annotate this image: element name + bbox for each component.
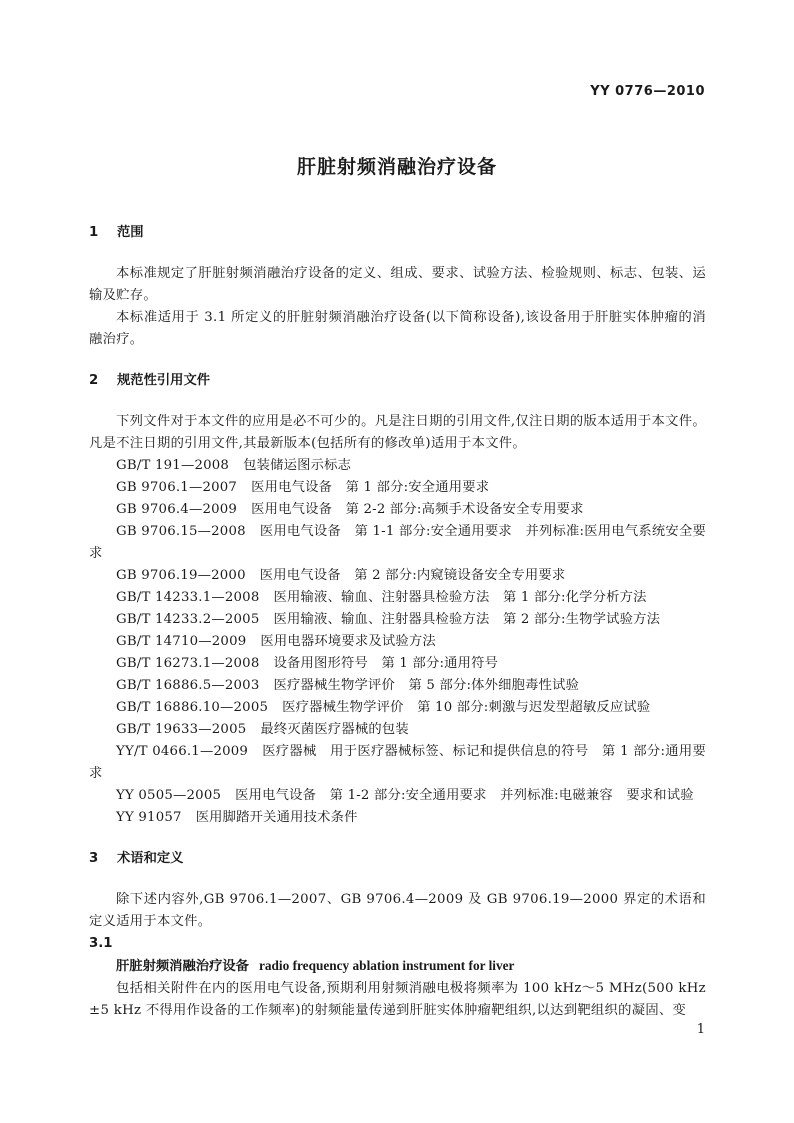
reference-title: 医用脚踏开关通用技术条件 (195, 810, 358, 825)
reference-title: 医疗器械生物学评价 第 5 部分:体外细胞毒性试验 (273, 678, 580, 693)
reference-code: YY 0505—2005 (116, 788, 222, 803)
reference-title: 医用电气设备 第 1-1 部分:安全通用要求 并列标准:医用电气系统安全要求 (89, 524, 706, 561)
reference-code: GB 9706.19—2000 (116, 568, 246, 583)
reference-item (89, 477, 706, 499)
reference-item (89, 785, 706, 807)
reference-item (89, 807, 706, 829)
reference-item (89, 565, 706, 587)
reference-item (89, 675, 706, 697)
standard-code: YY 0776—2010 (590, 84, 705, 99)
term-chinese: 肝脏射频消融治疗设备 (116, 959, 249, 974)
paragraph: 除下述内容外,GB 9706.1—2007、GB 9706.4—2009 及 GB 9706.19—2000 界定的术语和定义适用于本文件。 (89, 892, 706, 929)
section-title: 术语和定义 (117, 851, 184, 866)
reference-item (89, 455, 706, 477)
reference-title: 医疗器械 用于医疗器械标签、标记和提供信息的符号 第 1 部分:通用要求 (89, 744, 706, 781)
section-number: 3 (89, 851, 99, 866)
reference-code: GB/T 16886.5—2003 (116, 678, 260, 693)
paragraph: 本标准适用于 3.1 所定义的肝脏射频消融治疗设备(以下简称设备),该设备用于肝脏实体肿瘤的消融治疗。 (89, 310, 706, 347)
reference-title: 医用电气设备 第 2-2 部分:高频手术设备安全专用要求 (251, 502, 584, 517)
reference-title: 设备用图形符号 第 1 部分:通用符号 (273, 656, 499, 671)
paragraph: 本标准规定了肝脏射频消融治疗设备的定义、组成、要求、试验方法、检验规则、标志、包装、运输及贮存。 (89, 266, 706, 303)
reference-item (89, 587, 706, 609)
term-definition: 包括相关附件在内的医用电气设备,预期利用射频消融电极将频率为 100 kHz～5 MHz(500 kHz ±5 kHz 不得用作设备的工作频率)的射频能量传递到肝脏实体肿瘤靶组织,以达到靶组织的凝固、变 (89, 981, 706, 1018)
paragraph: 下列文件对于本文件的应用是必不可少的。凡是注日期的引用文件,仅注日期的版本适用于本文件。凡是不注日期的引用文件,其最新版本(包括所有的修改单)适用于本文件。 (89, 414, 706, 451)
reference-item (89, 609, 706, 631)
reference-item (89, 521, 706, 565)
section-number: 2 (89, 373, 99, 388)
section-title: 范围 (117, 225, 144, 240)
reference-item (89, 631, 706, 653)
reference-item (89, 653, 706, 675)
reference-code: GB/T 191—2008 (116, 458, 230, 473)
reference-code: GB/T 16886.10—2005 (116, 700, 269, 715)
clause-number: 3.1 (89, 936, 113, 951)
reference-code: GB/T 14233.2—2005 (116, 612, 260, 627)
reference-item (89, 697, 706, 719)
section-heading-scope (89, 222, 706, 244)
reference-title: 医用输液、输血、注射器具检验方法 第 1 部分:化学分析方法 (273, 590, 647, 605)
term-entry (89, 955, 706, 978)
reference-title: 最终灭菌医疗器械的包装 (260, 722, 409, 737)
reference-title: 医疗器械生物学评价 第 10 部分:刺激与迟发型超敏反应试验 (282, 700, 651, 715)
reference-item (89, 719, 706, 741)
reference-title: 医用电气设备 第 2 部分:内窥镜设备安全专用要求 (259, 568, 566, 583)
reference-title: 医用输液、输血、注射器具检验方法 第 2 部分:生物学试验方法 (273, 612, 661, 627)
reference-title: 医用电气设备 第 1 部分:安全通用要求 (251, 480, 490, 495)
reference-title: 医用电器环境要求及试验方法 (260, 634, 436, 649)
reference-code: GB 9706.1—2007 (116, 480, 238, 495)
reference-item (89, 741, 706, 785)
reference-title: 包装储运图示标志 (243, 458, 352, 473)
reference-code: GB/T 14233.1—2008 (116, 590, 260, 605)
reference-item (89, 499, 706, 521)
reference-list (89, 455, 706, 829)
term-english: radio frequency ablation instrument for liver (258, 958, 515, 973)
reference-code: GB/T 16273.1—2008 (116, 656, 260, 671)
document-body (89, 222, 706, 1022)
reference-code: YY/T 0466.1—2009 (116, 744, 249, 759)
reference-title: 医用电气设备 第 1-2 部分:安全通用要求 并列标准:电磁兼容 要求和试验 (235, 788, 694, 803)
page-number: 1 (696, 1022, 705, 1037)
section-number: 1 (89, 225, 99, 240)
section-heading-terms (89, 848, 706, 870)
reference-code: GB/T 14710—2009 (116, 634, 247, 649)
page-title: 肝脏射频消融治疗设备 (296, 156, 497, 178)
reference-code: GB/T 19633—2005 (116, 722, 247, 737)
reference-code: YY 91057 (116, 810, 182, 825)
reference-code: GB 9706.4—2009 (116, 502, 238, 517)
reference-code: GB 9706.15—2008 (116, 524, 246, 539)
section-heading-normative-references (89, 370, 706, 392)
section-title: 规范性引用文件 (117, 373, 211, 388)
